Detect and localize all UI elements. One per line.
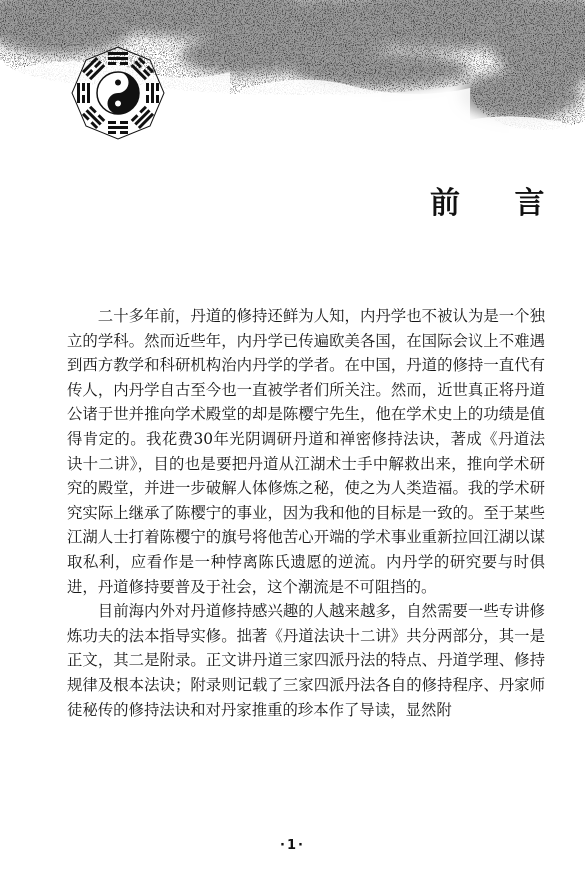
page-number: ·1·	[280, 838, 305, 853]
bagua-yin-yang-icon	[70, 45, 166, 141]
paragraph-1: 二十多年前，丹道的修持还鲜为人知，内丹学也不被认为是一个独立的学科。然而近些年，内丹学已传遍欧美各国，在国际会议上不难遇到西方教学和科研机构治内丹学的学者。在中国，丹道的修持一直代有传人，内丹学自古至今也一直被学者们所关注。然而，近世真正将丹道公诸于世并推向学术殿堂的却是陈樱宁先生，他在学术史上的功绩是值得肯定的。我花费30年光阴调研丹道和禅密修持法诀，著成《丹道法诀十二讲》，目的也是要把丹道从江湖术士手中解救出来，推向学术研究的殿堂，并进一步破解人体修炼之秘，使之为人类造福。我的学术研究实际上继承了陈樱宁的事业，因为我和他的目标是一致的。至于某些江湖人士打着陈樱宁的旗号将他苦心开端的学术事业重新拉回江湖以谋取私利，应看作是一种悖离陈氏遗愿的逆流。内丹学的研究要与时俱进，丹道修持要普及于社会，这个潮流是不可阻挡的。	[67, 307, 545, 596]
preface-body	[67, 304, 545, 722]
preface-title: 前 言	[430, 186, 567, 221]
paragraph-2: 目前海内外对丹道修持感兴趣的人越来越多，自然需要一些专讲修炼功夫的法本指导实修。拙著《丹道法诀十二讲》共分两部分，其一是正文，其二是附录。正文讲丹道三家四派丹法的特点、丹道学理、修持规律及根本法诀；附录则记载了三家四派丹法各自的修持程序、丹家师徒秘传的修持法诀和对丹家推重的珍本作了导读，显然附	[67, 602, 545, 719]
